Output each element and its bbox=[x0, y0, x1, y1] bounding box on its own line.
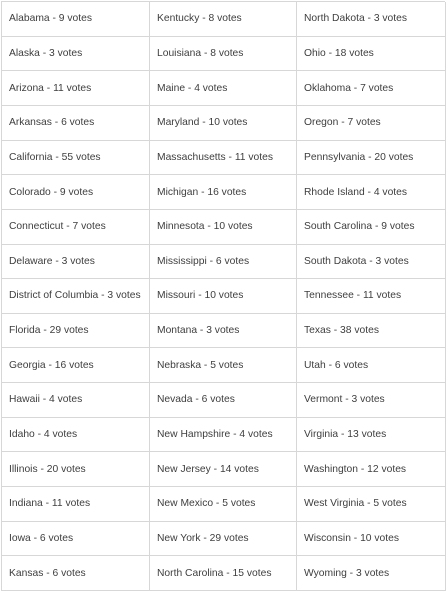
table-cell: North Dakota - 3 votes bbox=[297, 2, 446, 37]
table-cell: Idaho - 4 votes bbox=[2, 418, 150, 453]
table-cell: New Mexico - 5 votes bbox=[150, 487, 297, 522]
table-cell: Louisiana - 8 votes bbox=[150, 37, 297, 72]
table-cell: District of Columbia - 3 votes bbox=[2, 279, 150, 314]
table-cell: North Carolina - 15 votes bbox=[150, 556, 297, 591]
table-cell: New Hampshire - 4 votes bbox=[150, 418, 297, 453]
table-cell: Vermont - 3 votes bbox=[297, 383, 446, 418]
table-cell: Oregon - 7 votes bbox=[297, 106, 446, 141]
table-cell: Utah - 6 votes bbox=[297, 348, 446, 383]
table-cell: Maine - 4 votes bbox=[150, 71, 297, 106]
table-cell: Iowa - 6 votes bbox=[2, 522, 150, 557]
table-cell: Arizona - 11 votes bbox=[2, 71, 150, 106]
table-cell: Alaska - 3 votes bbox=[2, 37, 150, 72]
table-cell: Michigan - 16 votes bbox=[150, 175, 297, 210]
table-cell: Massachusetts - 11 votes bbox=[150, 141, 297, 176]
table-cell: Georgia - 16 votes bbox=[2, 348, 150, 383]
table-cell: Illinois - 20 votes bbox=[2, 452, 150, 487]
table-cell: Ohio - 18 votes bbox=[297, 37, 446, 72]
table-cell: Florida - 29 votes bbox=[2, 314, 150, 349]
table-cell: Nevada - 6 votes bbox=[150, 383, 297, 418]
table-cell: Pennsylvania - 20 votes bbox=[297, 141, 446, 176]
table-cell: Connecticut - 7 votes bbox=[2, 210, 150, 245]
table-cell: Virginia - 13 votes bbox=[297, 418, 446, 453]
table-cell: Arkansas - 6 votes bbox=[2, 106, 150, 141]
table-cell: Wyoming - 3 votes bbox=[297, 556, 446, 591]
table-cell: New York - 29 votes bbox=[150, 522, 297, 557]
table-cell: Minnesota - 10 votes bbox=[150, 210, 297, 245]
table-cell: Hawaii - 4 votes bbox=[2, 383, 150, 418]
table-cell: Mississippi - 6 votes bbox=[150, 245, 297, 280]
table-cell: Colorado - 9 votes bbox=[2, 175, 150, 210]
table-cell: South Dakota - 3 votes bbox=[297, 245, 446, 280]
table-cell: Kansas - 6 votes bbox=[2, 556, 150, 591]
table-cell: Delaware - 3 votes bbox=[2, 245, 150, 280]
table-cell: Rhode Island - 4 votes bbox=[297, 175, 446, 210]
table-cell: Texas - 38 votes bbox=[297, 314, 446, 349]
table-cell: Alabama - 9 votes bbox=[2, 2, 150, 37]
table-cell: Montana - 3 votes bbox=[150, 314, 297, 349]
table-cell: Kentucky - 8 votes bbox=[150, 2, 297, 37]
table-cell: Washington - 12 votes bbox=[297, 452, 446, 487]
table-cell: Oklahoma - 7 votes bbox=[297, 71, 446, 106]
table-cell: Indiana - 11 votes bbox=[2, 487, 150, 522]
table-cell: Maryland - 10 votes bbox=[150, 106, 297, 141]
table-cell: Wisconsin - 10 votes bbox=[297, 522, 446, 557]
table-cell: South Carolina - 9 votes bbox=[297, 210, 446, 245]
table-cell: Tennessee - 11 votes bbox=[297, 279, 446, 314]
table-cell: Missouri - 10 votes bbox=[150, 279, 297, 314]
table-cell: West Virginia - 5 votes bbox=[297, 487, 446, 522]
table-cell: California - 55 votes bbox=[2, 141, 150, 176]
table-cell: Nebraska - 5 votes bbox=[150, 348, 297, 383]
electoral-votes-table bbox=[1, 1, 445, 591]
table-cell: New Jersey - 14 votes bbox=[150, 452, 297, 487]
